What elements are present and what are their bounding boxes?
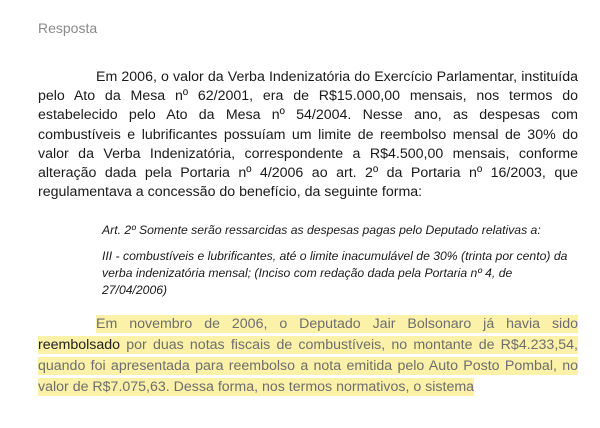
paragraph-reembolso (38, 314, 578, 397)
highlight-text-2: reembolsado (38, 337, 121, 354)
quote-inciso: III - combustíveis e lubrificantes, até o limite inacumulável de 30% (trinta por cento) da verba indenizatória mensal; (Inciso com redação dada pela Portaria nº 4, de 27/04/2006) (102, 249, 568, 298)
highlight-text-1: Em novembro de 2006, o Deputado Jair Bolsonaro já havia sido (96, 316, 578, 333)
quote-article: Art. 2º Somente serão ressarcidas as despesas pagas pelo Deputado relativas a: (102, 223, 541, 238)
section-header: Resposta (38, 20, 98, 36)
legal-quote (102, 222, 580, 299)
highlighted-passage (38, 315, 578, 395)
paragraph-verba: Em 2006, o valor da Verba Indenizatória do Exercício Parlamentar, instituída pelo Ato da Mesa nº 62/2001, era de R$15.000,00 mensais, nos termos do estabelecido pelo Ato da Mesa nº 54/2004. Nesse ano, as despesas com combustíveis e lubrificantes possuíam um limite de reembolso mensal de 30% do valor da Verba Indenizatória, correspondente a R$4.500,00 mensais, conforme alteração dada pela Portaria nº 4/2006 ao art. 2º da Portaria nº 16/2003, que regulamentava a concessão do benefício, da seguinte forma: (38, 69, 578, 201)
document-body (38, 68, 578, 398)
highlight-text-3: por duas notas fiscais de combustíveis, no montante de R$4.233,54, quando foi apresentada para reembolso a nota emitida pelo Auto Posto Pombal, no valor de R$7.075,63. Dessa forma, nos termos normativos, o sistema (38, 337, 578, 395)
